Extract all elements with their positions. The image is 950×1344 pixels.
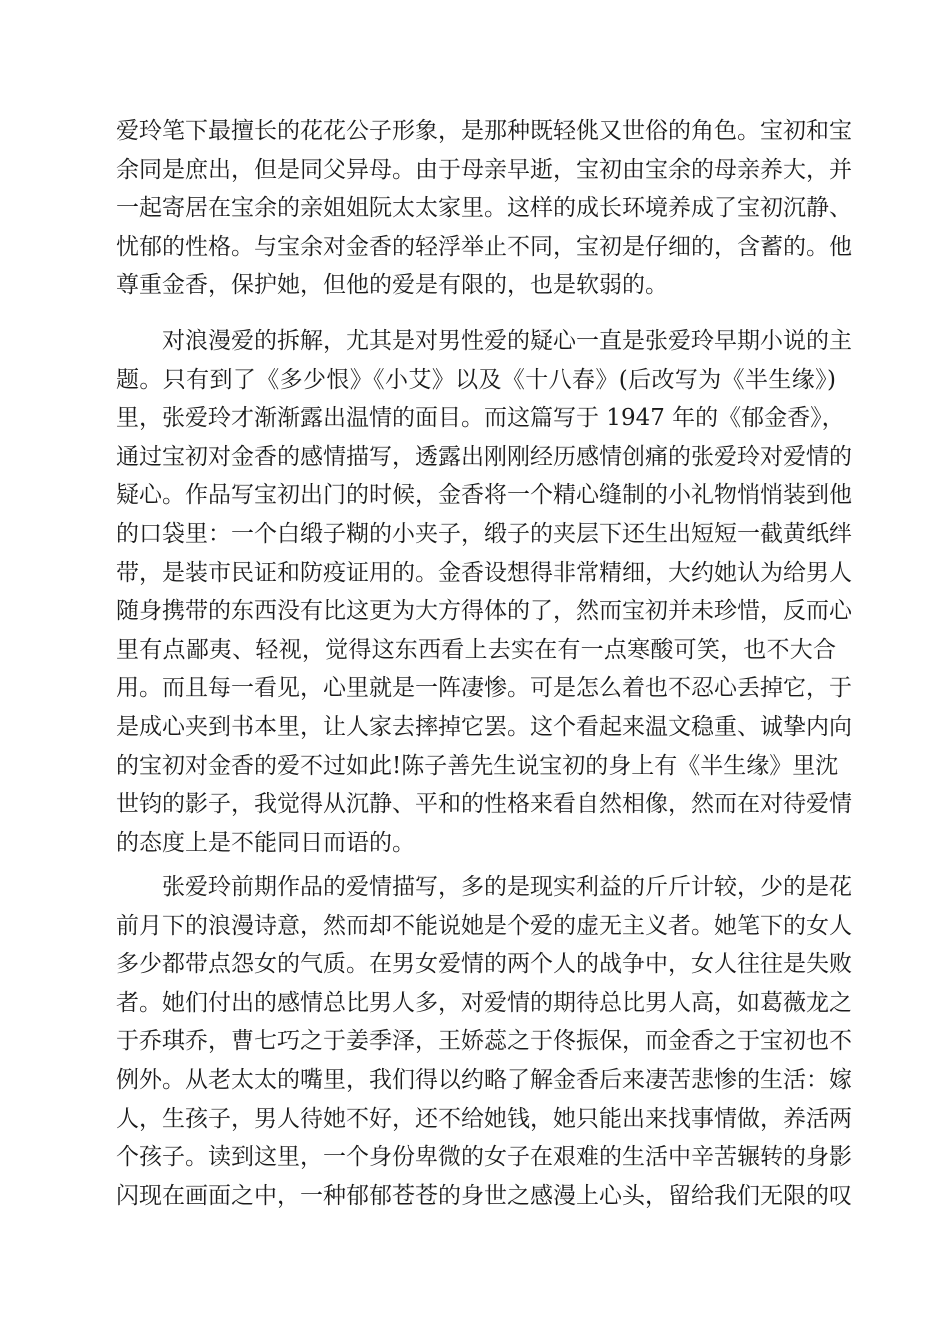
text-line: 忧郁的性格。与宝余对金香的轻浮举止不同，宝初是仔细的，含蓄的。他 bbox=[116, 233, 852, 260]
paragraph-3 bbox=[116, 868, 852, 1215]
text-line: 用。而且每一看见，心里就是一阵凄惨。可是怎么着也不忍心丢掉它，于 bbox=[116, 675, 852, 702]
text-line: 前月下的浪漫诗意，然而却不能说她是个爱的虚无主义者。她笔下的女人 bbox=[116, 912, 852, 939]
text-line: 人，生孩子，男人待她不好，还不给她钱，她只能出来找事情做，养活两 bbox=[116, 1105, 852, 1132]
text-line: 张爱玲前期作品的爱情描写，多的是现实利益的斤斤计较，少的是花 bbox=[162, 874, 852, 900]
text-line: 题。只有到了《多少恨》《小艾》以及《十八春》(后改写为《半生缘》) bbox=[116, 366, 836, 393]
paragraph-2 bbox=[116, 322, 852, 862]
text-line: 个孩子。读到这里，一个身份卑微的女子在艰难的生活中辛苦辗转的身影 bbox=[116, 1144, 852, 1171]
text-line: 对浪漫爱的拆解，尤其是对男性爱的疑心一直是张爱玲早期小说的主 bbox=[162, 328, 852, 354]
text-line: 闪现在画面之中，一种郁郁苍苍的身世之感漫上心头，留给我们无限的叹 bbox=[116, 1182, 852, 1209]
text-line: 爱玲笔下最擅长的花花公子形象，是那种既轻佻又世俗的角色。宝初和宝 bbox=[116, 118, 852, 144]
text-line: 于乔琪乔，曹七巧之于姜季泽，王娇蕊之于佟振保，而金香之于宝初也不 bbox=[116, 1028, 852, 1055]
text-line: 的口袋里：一个白缎子糊的小夹子，缎子的夹层下还生出短短一截黄纸绊 bbox=[116, 520, 852, 547]
text-line: 例外。从老太太的嘴里，我们得以约略了解金香后来凄苦悲惨的生活：嫁 bbox=[116, 1066, 852, 1093]
text-line: 尊重金香，保护她，但他的爱是有限的，也是软弱的。 bbox=[116, 272, 668, 299]
text-line: 世钧的影子，我觉得从沉静、平和的性格来看自然相像，然而在对待爱情 bbox=[116, 791, 852, 818]
text-line: 的宝初对金香的爱不过如此!陈子善先生说宝初的身上有《半生缘》里沈 bbox=[116, 752, 839, 779]
text-line: 里有点鄙夷、轻视，觉得这东西看上去实在有一点寒酸可笑，也不大合 bbox=[116, 636, 836, 663]
text-line: 是成心夹到书本里，让人家去摔掉它罢。这个看起来温文稳重、诚挚内向 bbox=[116, 713, 852, 740]
text-line: 者。她们付出的感情总比男人多，对爱情的期待总比男人高，如葛薇龙之 bbox=[116, 989, 852, 1016]
text-line: 的态度上是不能同日而语的。 bbox=[116, 829, 415, 856]
text-line: 里，张爱玲才渐渐露出温情的面目。而这篇写于 1947 年的《郁金香》， bbox=[116, 405, 845, 432]
text-line: 多少都带点怨女的气质。在男女爱情的两个人的战争中，女人往往是失败 bbox=[116, 951, 852, 978]
text-line: 通过宝初对金香的感情描写，透露出刚刚经历感情创痛的张爱玲对爱情的 bbox=[116, 443, 852, 470]
text-line: 一起寄居在宝余的亲姐姐阮太太家里。这样的成长环境养成了宝初沉静、 bbox=[116, 195, 852, 222]
paragraph-1 bbox=[116, 112, 852, 305]
text-line: 余同是庶出，但是同父异母。由于母亲早逝，宝初由宝余的母亲养大，并 bbox=[116, 156, 852, 183]
text-line: 随身携带的东西没有比这更为大方得体的了，然而宝初并未珍惜，反而心 bbox=[116, 598, 852, 625]
text-line: 带，是装市民证和防疫证用的。金香设想得非常精细，大约她认为给男人 bbox=[116, 559, 852, 586]
text-line: 疑心。作品写宝初出门的时候，金香将一个精心缝制的小礼物悄悄装到他 bbox=[116, 482, 852, 509]
